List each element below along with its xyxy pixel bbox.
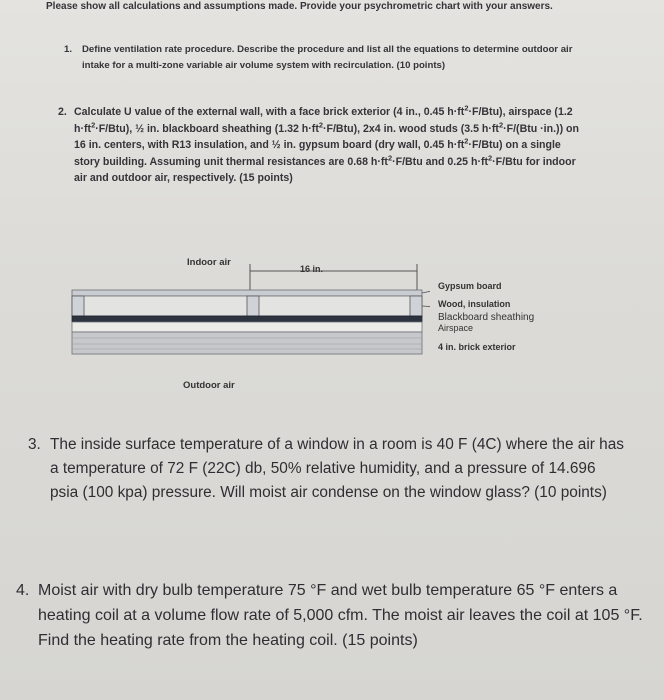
wall-drawing (70, 250, 430, 380)
question-number: 2. (58, 106, 67, 118)
wall-section-diagram (70, 250, 590, 400)
question-text: The inside surface temperature of a window in a room is 40 F (4C) where the air has a temperature of 72 F (22C) db, 50% relative humidity, and a pressure of 14.696 psia (100 kpa) pressure. Will moist air condense on the window glass? (10 points) (50, 436, 624, 501)
question-number: 1. (64, 44, 73, 55)
outdoor-air-label: Outdoor air (183, 380, 235, 391)
sheathing-layer (72, 316, 422, 322)
layer-label: 4 in. brick exterior (438, 342, 516, 352)
question-number: 3. (28, 436, 41, 453)
airspace-layer (72, 322, 422, 332)
question-text: Moist air with dry bulb temperature 75 °F and wet bulb temperature 65 °F enters a heating coil at a volume flow rate of 5,000 cfm. The moist air leaves the coil at 105 °F. Find the heating rate from the heating coil. (15 points) (38, 582, 643, 649)
spacing-label: 16 in. (300, 264, 324, 274)
question-text: Calculate U value of the external wall, with a face brick exterior (4 in., 0.45 $h\cdot ft^2\cdot F/Btu$), airspace (1.2 $h\cdot ft^2\cdot F/Btu$), ½ in. blackboard sheathing (1.32 $h\cdot ft^2\cdot F/Btu$), 2x4 in. wood studs (3.5 $h\cdot ft^2\cdot F/(Btu \cdot in.)$) on 16 in. centers, with R13 insulation, and ½ in. gypsum board (dry wall, 0.45 $h\cdot ft^2\cdot F/Btu$) on a single story building. Assuming unit thermal resistances are 0.68 $h\cdot ft^2\cdot F$/Btu and 0.25 $h\cdot ft^2\cdot F$/Btu for indoor air and outdoor air, respectively. (15 points) (74, 103, 579, 184)
wood-stud (247, 296, 259, 316)
wood-stud (72, 296, 84, 316)
question-4 (16, 578, 648, 653)
wood-stud (410, 296, 422, 316)
layer-label: Gypsum board (438, 281, 502, 291)
question-1 (64, 42, 584, 74)
leader-line (422, 306, 430, 307)
indoor-air-label: Indoor air (187, 257, 231, 268)
question-text: Define ventilation rate procedure. Describe the procedure and list all the equations to determine outdoor air intake for a multi-zone variable air volume system with recirculation. (10 points) (82, 44, 573, 71)
brick-layer (72, 332, 422, 354)
question-number: 4. (16, 582, 30, 599)
layer-label: Blackboard sheathing (438, 312, 535, 323)
question-2 (58, 104, 588, 187)
leader-line (422, 290, 430, 293)
layer-label: Airspace (438, 323, 474, 333)
gypsum-board-layer (72, 290, 422, 296)
instructions: Please show all calculations and assumptions made. Provide your psychrometric chart with your answers. (46, 1, 553, 12)
question-3 (28, 433, 628, 505)
layer-label: Wood, insulation (438, 299, 511, 309)
